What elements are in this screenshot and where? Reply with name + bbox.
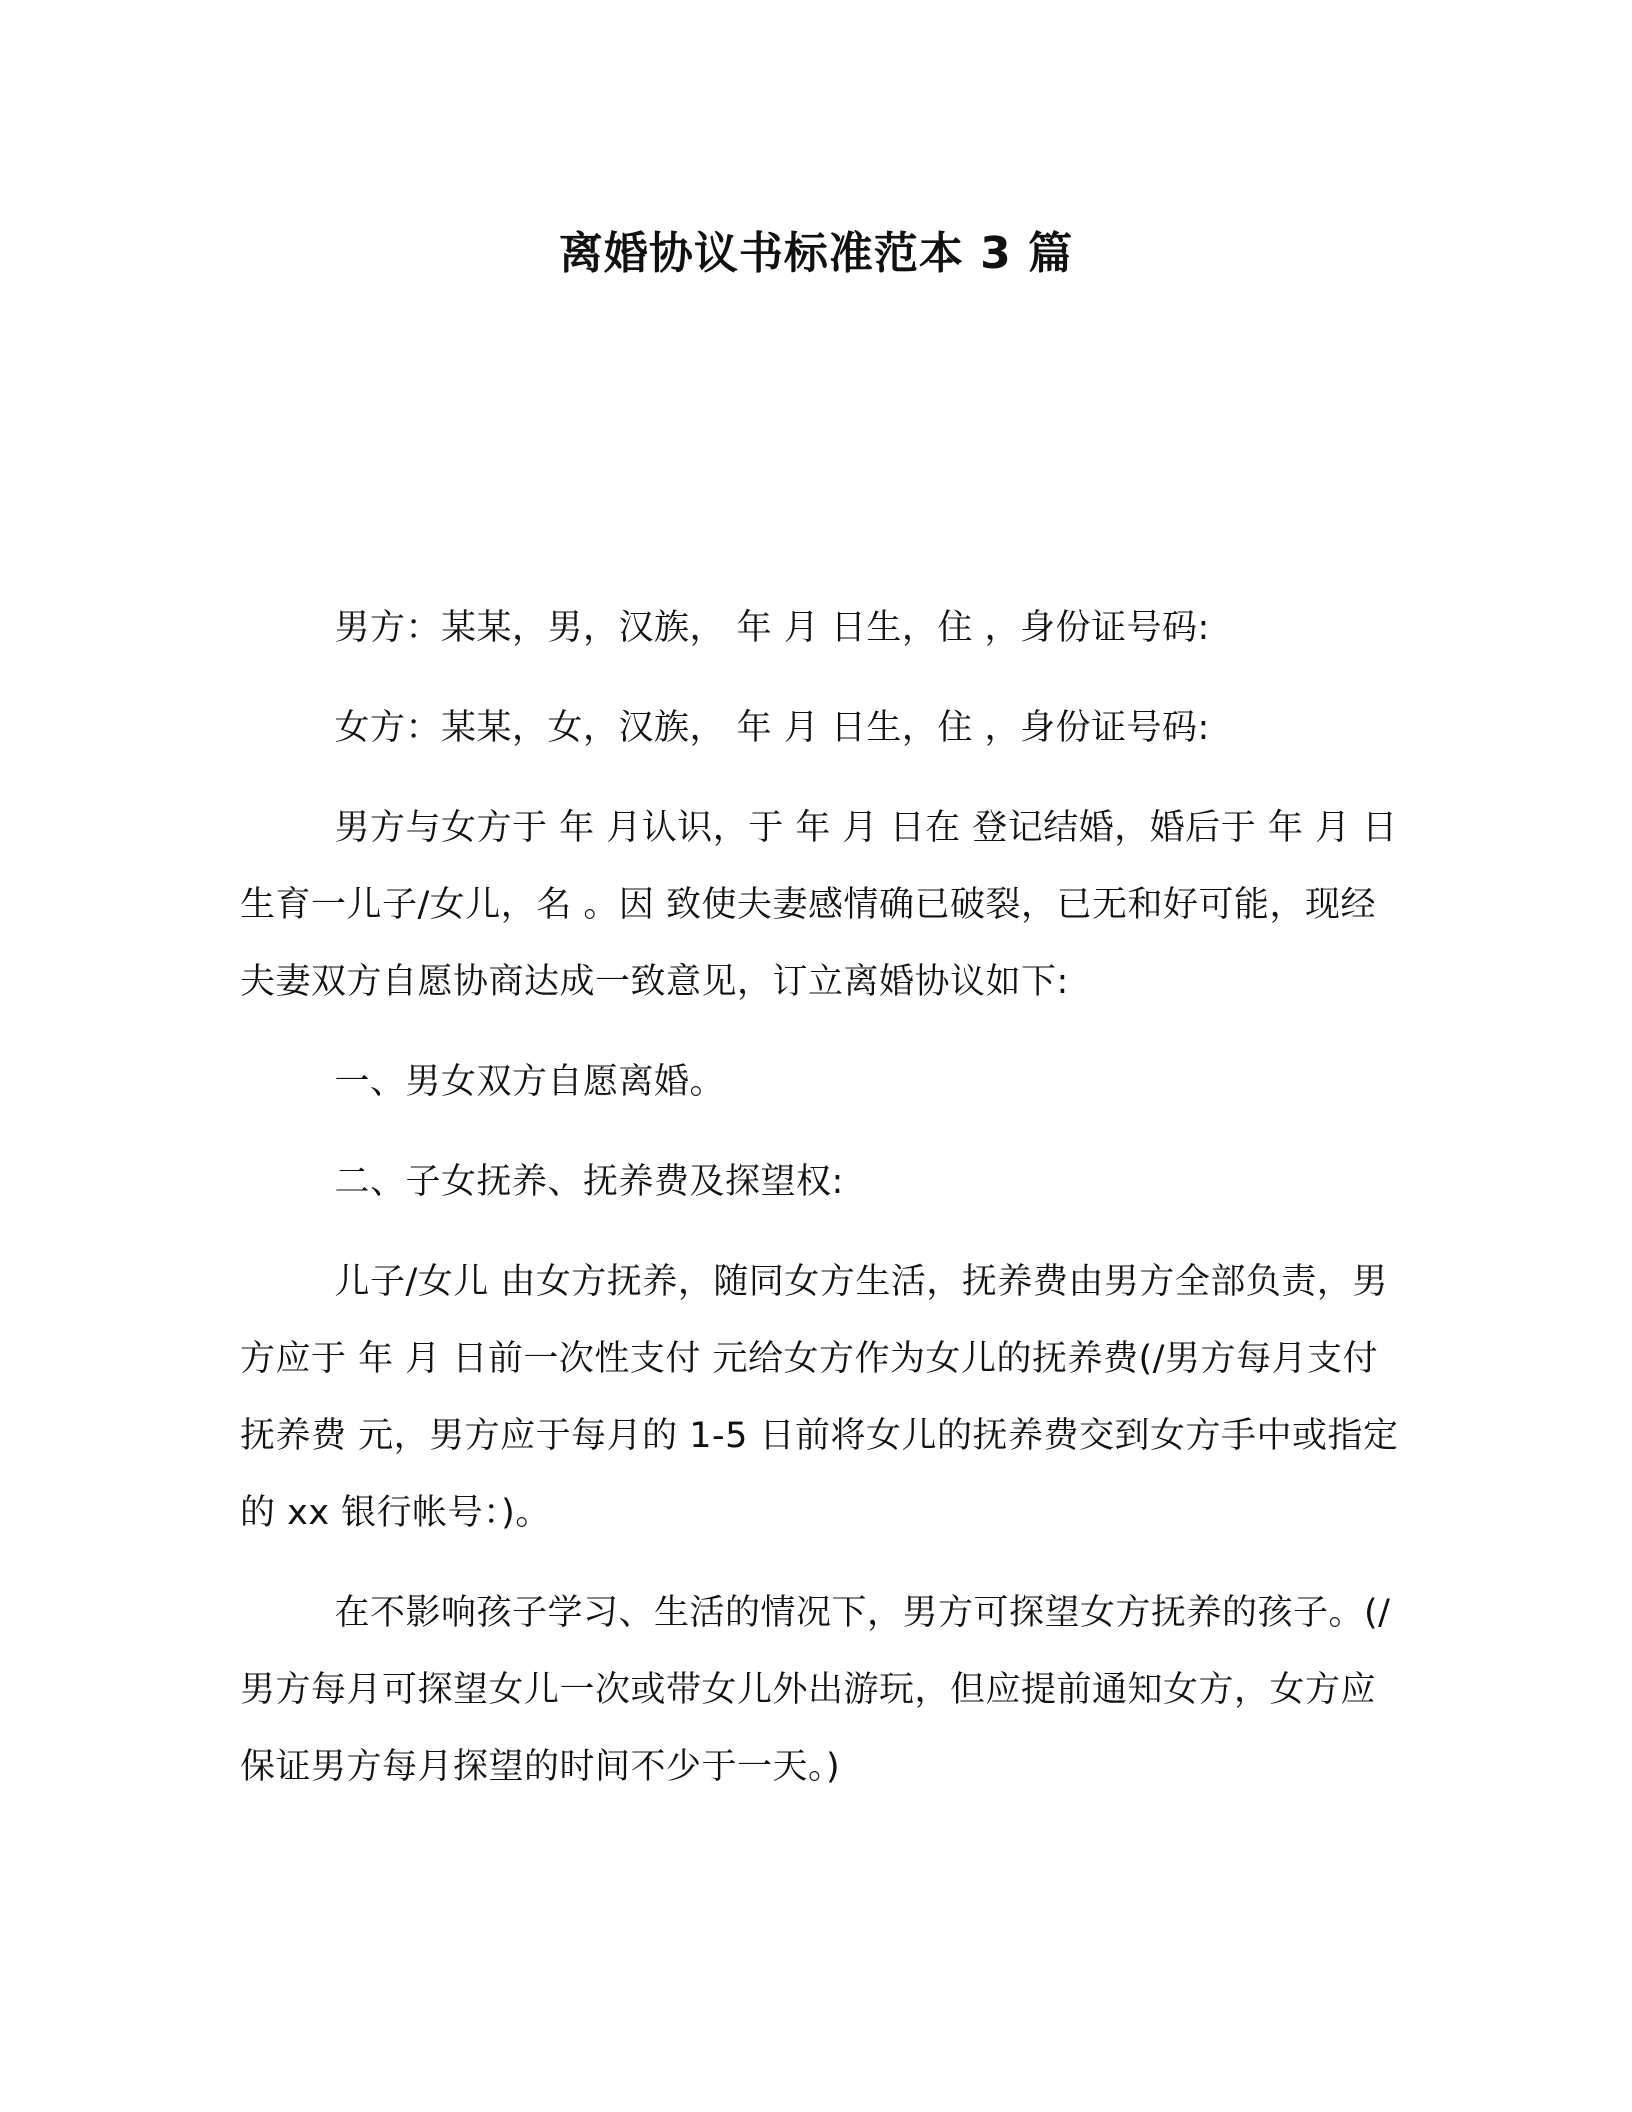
paragraph-male-party: 男方：某某，男，汉族， 年 月 日生，住 ，身份证号码: <box>334 608 1210 648</box>
paragraph-female-party: 女方：某某，女，汉族， 年 月 日生，住 ，身份证号码: <box>334 708 1210 748</box>
paragraph-marriage-background: 男方与女方于 年 月认识，于 年 月 日在 登记结婚，婚后于 年 月 日生育一儿子/女儿，名 。因 致使夫妻感情确已破裂，已无和好可能，现经夫妻双方自愿协商达成一致意见，订立离婚协议如下: <box>240 808 1398 1002</box>
document-body <box>240 590 1400 1829</box>
paragraph-clause-two-heading: 二、子女抚养、抚养费及探望权: <box>334 1162 844 1202</box>
paragraph-child-custody: 儿子/女儿 由女方抚养，随同女方生活，抚养费由男方全部负责，男方应于 年 月 日前一次性支付 元给女方作为女儿的抚养费(/男方每月支付抚养费 元，男方应于每月的 1-5 日前将女儿的抚养费交到女方手中或指定的 xx 银行帐号：)。 <box>240 1262 1399 1533</box>
paragraph-visitation: 在不影响孩子学习、生活的情况下，男方可探望女方抚养的孩子。(/男方每月可探望女儿一次或带女儿外出游玩，但应提前通知女方，女方应保证男方每月探望的时间不少于一天。) <box>240 1593 1391 1787</box>
paragraph-clause-one: 一、男女双方自愿离婚。 <box>334 1062 726 1102</box>
document-title: 离婚协议书标准范本 3 篇 <box>558 228 1074 279</box>
